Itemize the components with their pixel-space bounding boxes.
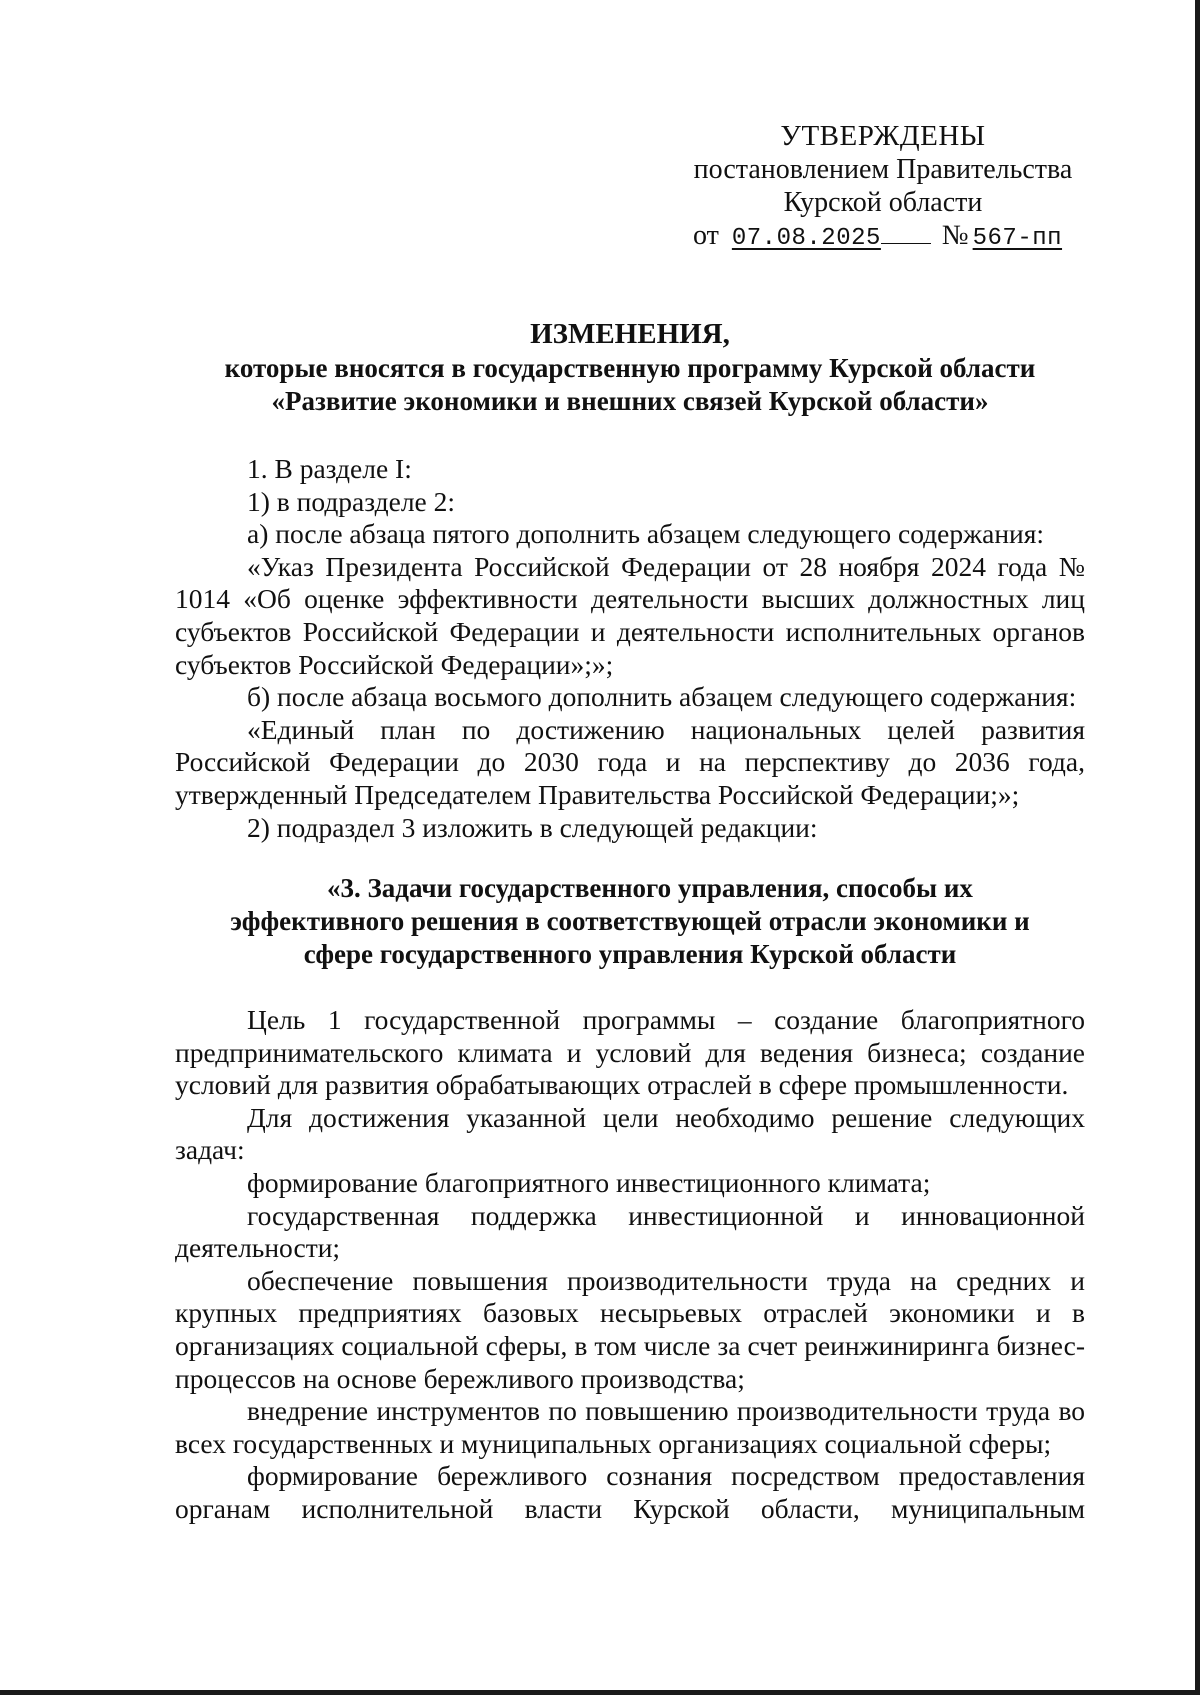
- date-underline: [881, 221, 931, 244]
- document-subtitle: [175, 352, 1085, 418]
- paragraph: формирование бережливого сознания посредством предоставления органам исполнительной власти Курской области, муниципальным: [175, 1460, 1085, 1524]
- paragraph: внедрение инструментов по повышению производительности труда во всех государственных и муниципальных организациях социальной сферы;: [175, 1395, 1085, 1459]
- paragraph: Для достижения указанной цели необходимо решение следующих задач:: [175, 1101, 1085, 1166]
- scan-edge-right: [1195, 0, 1200, 1695]
- approval-line-1: постановлением Правительства: [693, 154, 1073, 185]
- approval-line-2: Курской области: [783, 187, 983, 218]
- paragraph: государственная поддержка инвестиционной и инновационной деятельности;: [175, 1199, 1085, 1264]
- section-heading-line-3: сфере государственного управления Курской области: [303, 939, 957, 969]
- document-title: ИЗМЕНЕНИЯ,: [530, 318, 730, 350]
- number-prefix: №: [941, 220, 969, 251]
- subtitle-line-1: которые вносятся в государственную программу Курской области: [224, 353, 1036, 383]
- paragraph: 1. В разделе I:: [247, 453, 412, 484]
- paragraph: б) после абзаца восьмого дополнить абзацем следующего содержания:: [247, 681, 1077, 713]
- date-prefix: от: [693, 220, 719, 251]
- paragraph: обеспечение повышения производительности труда на средних и крупных предприятиях базовых несырьевых отраслей экономики и в организациях социальной сферы, в том числе за счет реинжиниринга бизнес-процессов на основе бережливого производства;: [175, 1264, 1085, 1394]
- approval-date: 07.08.2025: [731, 225, 881, 252]
- paragraph: а) после абзаца пятого дополнить абзацем следующего содержания:: [247, 518, 1045, 550]
- paragraph: формирование благоприятного инвестиционного климата;: [247, 1166, 931, 1198]
- section-heading: [175, 872, 1085, 971]
- paragraph: «Единый план по достижению национальных целей развития Российской Федерации до 2030 года и на перспективу до 2036 года, утвержденный Председателем Правительства Российской Федерации;»;: [175, 713, 1085, 810]
- section-body: [175, 1004, 1085, 1526]
- paragraph: Цель 1 государственной программы – создание благоприятного предпринимательского климата и условий для ведения бизнеса; создание условий для развития обрабатывающих отраслей в сфере промышленности.: [175, 1004, 1085, 1101]
- approval-number: 567-пп: [972, 225, 1063, 252]
- section-heading-line-1: «3. Задачи государственного управления, способы их: [327, 873, 973, 903]
- approval-block: [693, 120, 1073, 255]
- approval-title: УТВЕРЖДЕНЫ: [780, 120, 986, 152]
- section-heading-line-2: эффективного решения в соответствующей отрасли экономики и: [230, 906, 1030, 936]
- approval-date-line: [693, 219, 1073, 255]
- paragraph: 1) в подразделе 2:: [247, 485, 456, 517]
- paragraph: «Указ Президента Российской Федерации от 28 ноября 2024 года № 1014 «Об оценке эффективности деятельности высших должностных лиц субъектов Российской Федерации и деятельности исполнительных органов субъектов Российской Федерации»;»;: [175, 550, 1085, 680]
- scan-edge-bottom: [0, 1690, 1200, 1695]
- subtitle-line-2: «Развитие экономики и внешних связей Курской области»: [271, 386, 989, 416]
- paragraph: 2) подраздел 3 изложить в следующей редакции:: [247, 811, 818, 843]
- amendments-list: [175, 453, 1085, 844]
